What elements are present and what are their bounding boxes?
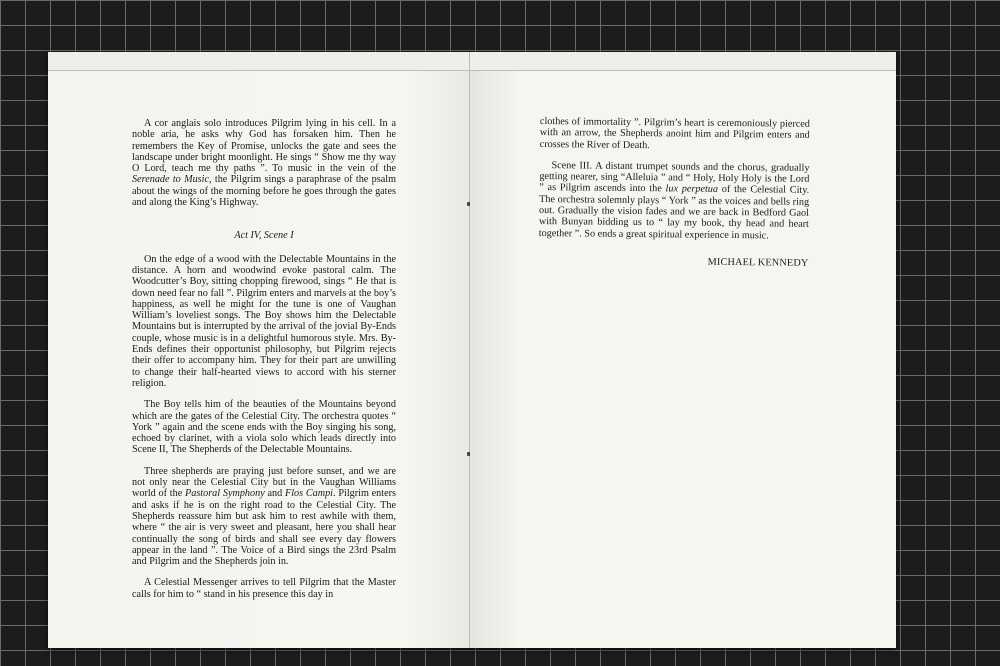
paragraph-2: On the edge of a wood with the Delectable Mountains in the distance. A horn and woodwind evoke pastoral calm. The Woodcutter’s Boy, sitting chopping firewood, sings “ He that is down need fear no fall ”. Pilgrim enters and marvels at the boy’s happiness, as well he might for the tune is one of Vaughan William’s loveliest songs. The Boy shows him the Delectable Mountains but is interrupted by the arrival of the jovial By-Ends couple, whose music is in a delightful humorous style. Mrs. By-Ends defines their opportunist philosophy, but Pilgrim rejects their offer to accompany him. They for their part are unwilling to change their half-hearted views to accord with his sterner religion.	[132, 253, 396, 389]
paragraph-1	[132, 118, 396, 208]
paragraph-6: clothes of immortality ”. Pilgrim’s heart is ceremoniously pierced with an arrow, the Shepherds anoint him and Pilgrim enters and crosses the River of Death.	[539, 116, 810, 151]
text-run: A cor anglais solo introduces Pilgrim lying in his cell. In a noble aria, he asks why God has forsaken him. Then he remembers the Key of Promise, unlocks the gate and sees the landscape under bright moonlight. He sings “ Show me thy way O Lord, teach me thy paths ”. To music in the vein of the	[132, 118, 396, 175]
paragraph-3: The Boy tells him of the beauties of the Mountains beyond which are the gates of the Celestial City. The orchestra quotes “ York ” again and the scene ends with the Boy singing his song, echoed by clarinet, with a viola solo which leads directly into Scene II, The Shepherds of the Delectable Mountains.	[132, 399, 396, 456]
author-signature: MICHAEL KENNEDY	[707, 256, 809, 269]
italic-title: Flos Campi	[284, 488, 334, 500]
text-run: of the Celestial City. The orchestra solemnly plays “ York ” as the voices and bells ring out. Gradually the vision fades and we are back in Bedford Gaol with Bunyan bidding us to “ lay my book, thy head and heart together ”. So ends a great spiritual experience in music.	[538, 184, 810, 242]
italic-title: Serenade to Music	[132, 174, 209, 186]
top-edge-right	[470, 52, 896, 71]
text-run: , the Pilgrim sings a paraphrase of the psalm about the wings of the morning before he goes through the gates and along the King’s Highway.	[132, 174, 396, 209]
right-page	[470, 52, 896, 648]
paragraph-5: A Celestial Messenger arrives to tell Pilgrim that the Master calls for him to “ stand in his presence this day in	[132, 577, 396, 600]
italic-title: lux perpetua	[665, 183, 719, 196]
right-page-text	[538, 116, 810, 269]
paragraph-4	[132, 466, 396, 568]
italic-title: Pastoral Symphony	[185, 488, 265, 500]
text-run: and	[264, 488, 285, 500]
top-edge	[48, 52, 470, 71]
paragraph-7	[539, 160, 810, 242]
left-page	[48, 52, 470, 648]
text-run: Three shepherds are praying just before sunset, and we are not only near the Celestial City but in the Vaughan Williams world of the	[132, 465, 396, 500]
booklet	[48, 52, 896, 648]
text-run: Scene III. A distant trumpet sounds and the chorus, gradually getting nearer, sing “Alleluia ” and “ Holy, Holy Holy is the Lord ” as Pilgrim ascends into the	[539, 160, 810, 195]
scene-heading: Act IV, Scene I	[234, 230, 294, 242]
left-page-text	[132, 118, 396, 610]
text-run: . Pilgrim enters and asks if he is on the right road to the Celestial City. The Shepherds reassure him but ask him to rest awhile with them, where “ the air is very sweet and pleasant, here you shall hear continually the song of birds and shall see every day flowers appear in the land ”. The Voice of a Bird sings the 23rd Psalm and Pilgrim and the Shepherds join in.	[132, 488, 396, 568]
